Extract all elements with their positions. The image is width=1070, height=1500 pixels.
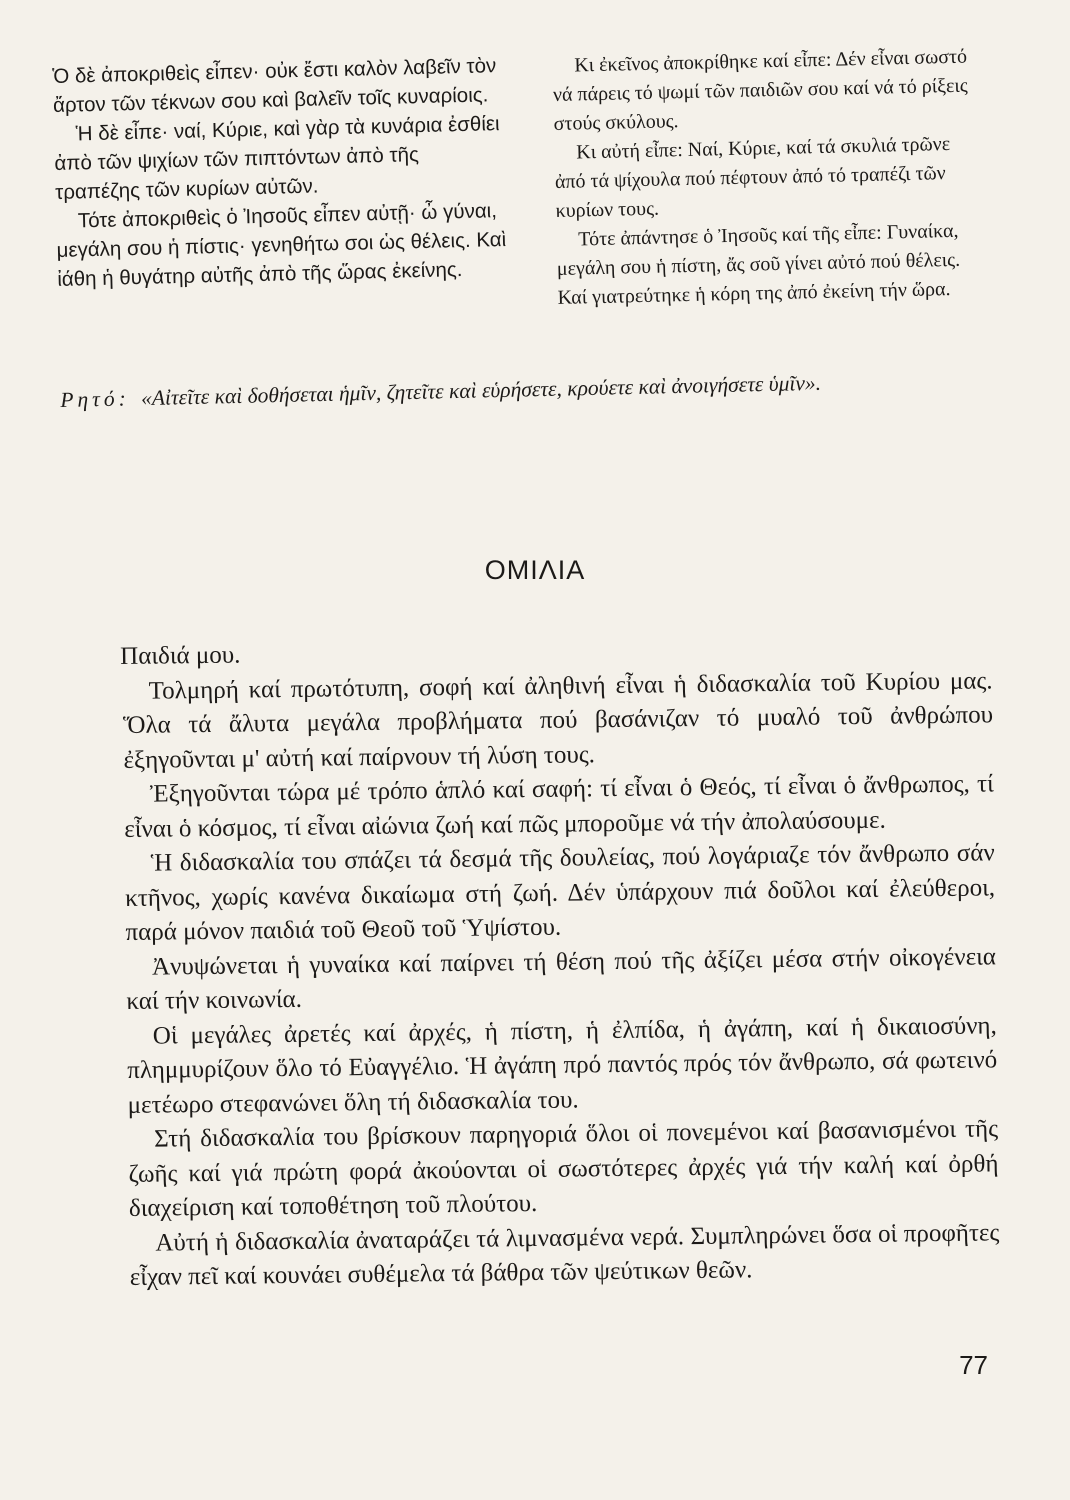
left-paragraph: Ὁ δὲ ἀποκριθεὶς εἶπεν· οὐκ ἔστι καλὸν λαβεῖν τὸν ἄρτον τῶν τέκνων σου καὶ βαλεῖν τοῖς κυναρίοις. [52,54,497,117]
scripture-quote [60,364,980,415]
homily-paragraph: Αὐτή ἡ διδασκαλία ἀναταράζει τά λιμνασμένα νερά. Συμπληρώνει ὅσα οἱ προφῆτες εἶχαν πεῖ καί κουνάει συθέμελα τά βάθρα τῶν ψεύτικων θεῶν. [129,1218,1000,1291]
right-paragraph: Κι αὐτή εἶπε: Ναί, Κύριε, καί τά σκυλιά τρῶνε ἀπό τά ψίχουλα πού πέφτουν ἀπό τό τραπέζι τῶν κυρίων τους. [554,132,951,222]
right-paragraph: Τότε ἀπάντησε ὁ Ἰησοῦς καί τῆς εἶπε: Γυναίκα, μεγάλη σου ἡ πίστη, ἄς σοῦ γίνει αὐτό πού θέλεις. Καί γιατρεύτηκε ἡ κόρη της ἀπό ἐκείνη τήν ὥρα. [556,219,961,309]
homily-paragraph: Ἡ διδασκαλία του σπάζει τά δεσμά τῆς δουλείας, πού λογάριαζε τόν ἄνθρωπο σάν κτῆνος, χωρίς κανένα δικαίωμα στή ζωή. Δέν ὑπάρχουν πιά δοῦλοι καί ἐλεύθεροι, παρά μόνον παιδιά τοῦ Θεοῦ τοῦ Ὑψίστου. [124,839,996,946]
left-paragraph: Ἡ δὲ εἶπε· ναί, Κύριε, καὶ γὰρ τὰ κυνάρια ἐσθίει ἀπὸ τῶν ψιχίων τῶν πιπτόντων ἀπὸ τῆς τραπέζης τῶν κυρίων αὐτῶν. [54,112,500,204]
translation-text-column [552,42,988,313]
homily-salutation: Παιδιά μου. [120,641,241,671]
left-paragraph: Τότε ἀποκριθεὶς ὁ Ἰησοῦς εἶπεν αὐτῇ· ὦ γύναι, μεγάλη σου ἡ πίστις· γενηθήτω σοι ὡς θέλεις. Καὶ ἰάθη ἡ θυγάτηρ αὐτῆς ἀπὸ τῆς ὥρας ἐκείνης. [56,199,507,291]
homily-paragraph: Ἐξηγοῦνται τώρα μέ τρόπο ἁπλό καί σαφή: τί εἶναι ὁ Θεός, τί εἶναι ὁ ἄνθρωπος, τί εἶναι ὁ κόσμος, τί εἶναι αἰώνια ζωή καί πῶς μποροῦμε νά τήν ἀπολαύσουμε. [124,770,994,843]
right-paragraph: Κι ἐκεῖνος ἀποκρίθηκε καί εἶπε: Δέν εἶναι σωστό νά πάρεις τό ψωμί τῶν παιδιῶν σου καί νά τό ρίξεις στούς σκύλους. [552,45,968,135]
homily-paragraph: Οἱ μεγάλες ἀρετές καί ἀρχές, ἡ πίστη, ἡ ἐλπίδα, ἡ ἀγάπη, καί ἡ δικαιοσύνη, πλημμυρίζουν ὅλο τό Εὐαγγέλιο. Ἡ ἀγάπη πρό παντός πρός τόν ἄνθρωπο, σά φωτεινό μετέωρο στεφανώνει ὅλη τή διδασκαλία του. [127,1011,998,1119]
page-number: 77 [959,1350,988,1380]
ancient-greek-text-column [52,51,508,294]
homily-paragraph: Στή διδασκαλία του βρίσκουν παρηγοριά ὅλοι οἱ πονεμένοι καί βασανισμένοι τῆς ζωῆς καί γιά πρώτη φορά ἀκούονται οἱ σωστότερες ἀρχές γιά τήν καλή καί ὀρθή διαχείριση καί τοποθέτηση τοῦ πλούτου. [128,1115,999,1222]
quote-label: Ρητό: [60,386,131,412]
homily-paragraph: Τολμηρή καί πρωτότυπη, σοφή καί ἀληθινή εἶναι ἡ διδασκαλία τοῦ Κυρίου μας. Ὅλα τά ἄλυτα μεγάλα προβλήματα πού βασάνιζαν τό μυαλό τοῦ ἀνθρώπου ἐξηγοῦνται μ' αὐτή καί παίρνουν τή λύση τους. [122,666,994,774]
section-heading: ΟΜΙΛΙΑ [484,555,586,585]
homily-paragraph: Ἀνυψώνεται ἡ γυναίκα καί παίρνει τή θέση πού τῆς ἀξίζει μέσα στήν οἰκογένεια καί τήν κοινωνία. [126,942,997,1015]
homily-body [122,629,1000,1295]
quote-text: «Αἰτεῖτε καὶ δοθήσεται ἡμῖν, ζητεῖτε καὶ εὑρήσετε, κρούετε καὶ ἀνοιγήσετε ὑμῖν». [140,370,822,411]
